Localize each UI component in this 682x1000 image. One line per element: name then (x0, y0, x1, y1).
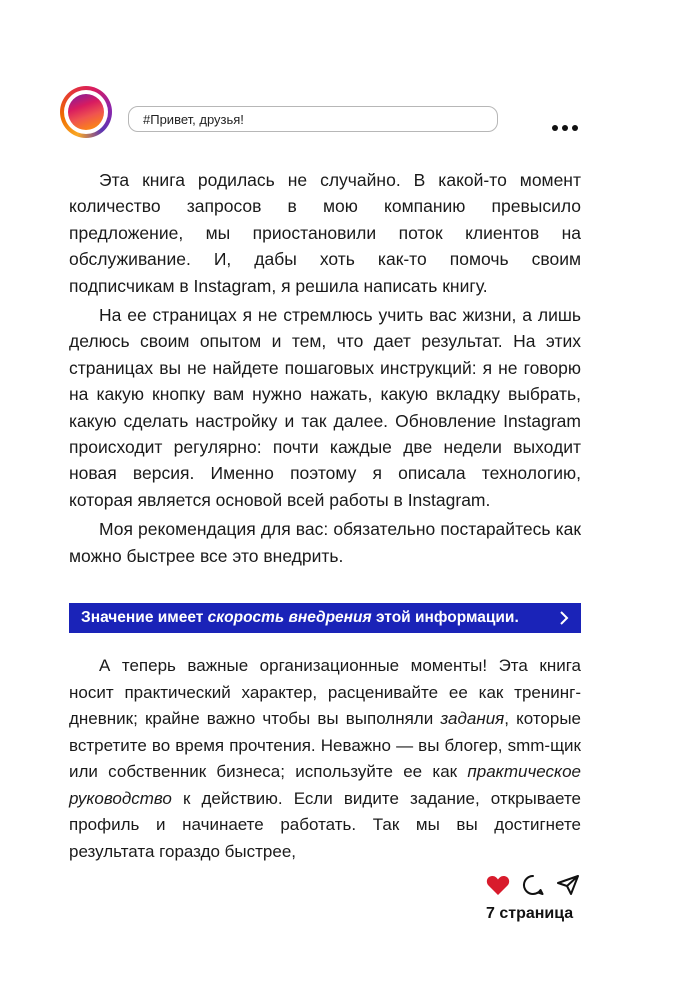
comment-icon[interactable] (522, 874, 544, 896)
heart-icon[interactable] (486, 874, 510, 896)
more-icon[interactable] (552, 125, 578, 131)
body-text-part: к действию. Если видите задание, открываете профиль и начинаете работать. Так мы вы достигнете результата гораздо быстрее, (69, 788, 581, 861)
banner-text-start: Значение имеет (81, 609, 208, 626)
body-emphasis: практическое руководство (69, 762, 581, 808)
banner-text (81, 609, 519, 627)
paragraph: Моя рекомендация для вас: обязательно постарайтесь как можно быстрее все это внедрить. (69, 519, 581, 566)
paragraph (69, 653, 581, 865)
page-number: 7 страница (486, 905, 574, 922)
hashtag-search-bar[interactable] (128, 106, 498, 132)
body-text (69, 653, 581, 865)
body-text-part: А теперь важные организационные моменты! Эта книга носит практический характер, расценивайте ее как тренинг-дневник; крайне важно чтобы вы выполняли (69, 656, 581, 728)
avatar-image (68, 94, 104, 130)
search-bar-text: #Привет, друзья! (143, 111, 244, 127)
body-text-part: , которые встретите во время прочтения. Неважно — вы блогер, smm-щик или собственник бизнеса; используйте ее как (69, 709, 581, 781)
avatar[interactable] (60, 86, 112, 138)
post-actions (486, 874, 580, 896)
paragraph: На ее страницах я не стремлюсь учить вас жизни, а лишь делюсь своим опытом и тем, что дает результат. На этих страницах вы не найдете пошаговых инструкций: я не говорю на какую кнопку вам нужно нажать, какую вкладку выбрать, какую сделать настройку и так далее. Обновление Instagram происходит регулярно: почти каждые две недели выходит новая версия. Именно поэтому я описала технологию, которая является основой всей работы в Instagram. (69, 305, 581, 510)
body-emphasis: задания (440, 709, 505, 728)
dot (552, 125, 558, 131)
banner-emphasis: скорость внедрения (207, 609, 372, 626)
highlight-banner (69, 603, 581, 633)
dot (562, 125, 568, 131)
dot (572, 125, 578, 131)
paragraph: Эта книга родилась не случайно. В какой-то момент количество запросов в мою компанию превысило предложение, мы приостановили поток клиентов на обслуживание. И, дабы хоть как-то помочь своим подписчикам в Instagram, я решила написать книгу. (69, 170, 581, 296)
banner-text-end: этой информации. (371, 609, 519, 626)
chevron-right-icon[interactable] (557, 609, 571, 627)
share-icon[interactable] (556, 874, 580, 896)
intro-text (69, 167, 581, 569)
